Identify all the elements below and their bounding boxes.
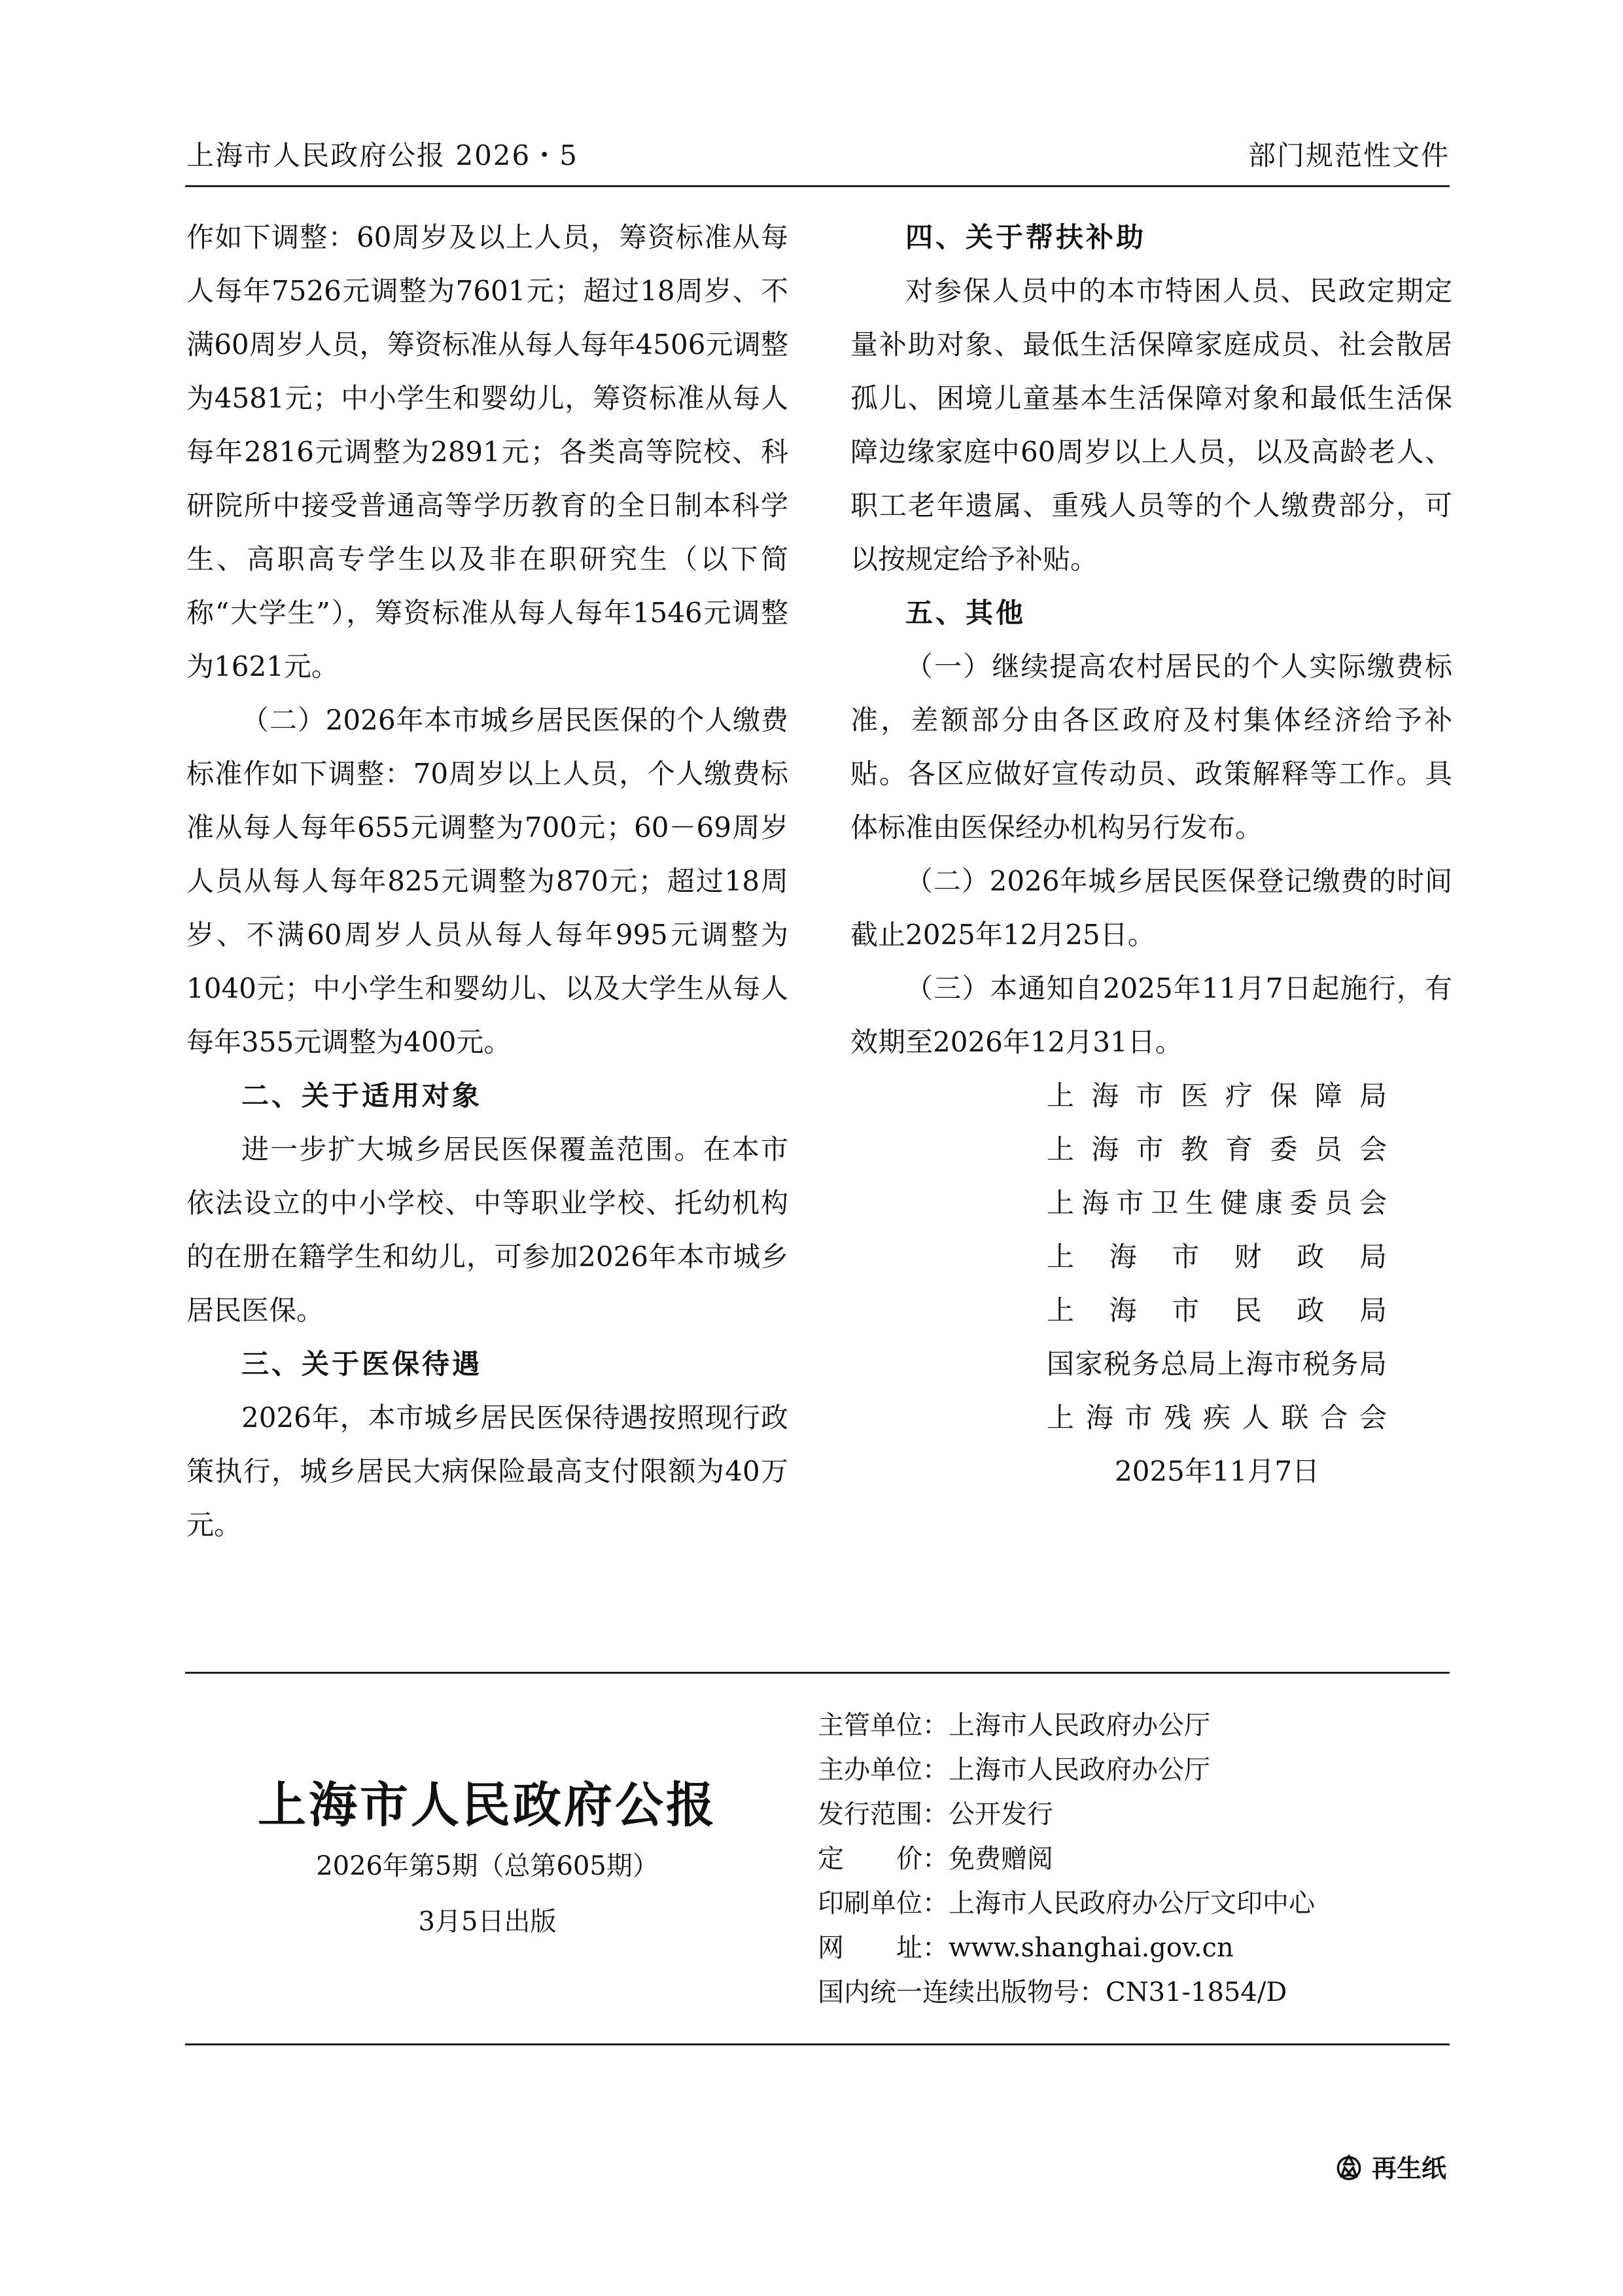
signatory-char: 务 [1331, 1348, 1359, 1380]
signatory-char: 上 [1047, 1133, 1075, 1165]
signatory-char: 海 [1081, 1187, 1109, 1219]
signatory-char: 康 [1255, 1187, 1283, 1219]
signatory [1047, 1069, 1387, 1123]
signatory-char: 海 [1109, 1241, 1137, 1273]
signatory-char: 员 [1324, 1187, 1352, 1219]
signatory-char: 会 [1359, 1402, 1387, 1434]
publication-info-line: 网 址：www.shanghai.gov.cn [818, 1933, 1234, 1963]
signatory-block [1047, 1069, 1452, 1498]
signatory-char: 委 [1270, 1133, 1298, 1165]
header-right: 部门规范性文件 [1248, 139, 1450, 171]
signatory-char: 员 [1314, 1133, 1342, 1165]
signatory-char: 市 [1136, 1080, 1164, 1112]
signatory [1047, 1284, 1387, 1337]
signatory-char: 局 [1189, 1348, 1217, 1380]
signatory-char: 医 [1180, 1080, 1208, 1112]
gazette-title: 上海市人民政府公报 [258, 1777, 717, 1833]
signatory-char: 人 [1242, 1402, 1270, 1434]
signatory-char: 海 [1109, 1294, 1137, 1326]
right-column [850, 211, 1452, 1498]
left-column [186, 211, 788, 1552]
signatory-char: 市 [1136, 1133, 1164, 1165]
paragraph: 作如下调整：60周岁及以上人员，筹资标准从每人每年7526元调整为7601元；超过18周岁、不满60周岁人员，筹资标准从每人每年4506元调整为4581元；中小学生和婴幼儿，筹资标准从每人每年2816元调整为2891元；各类高等院校、科研院所中接受普通高等学历教育的全日制本科学生、高职高专学生以及非在职研究生（以下简称“大学生”），筹资标准从每人每年1546元调整为1621元。 [186, 221, 788, 682]
colophon-bottom-rule [185, 2043, 1450, 2045]
paragraph: （二）2026年城乡居民医保登记缴费的时间截止2025年12月25日。 [850, 865, 1452, 951]
signatory-char: 市 [1116, 1187, 1144, 1219]
signatory-char: 海 [1246, 1348, 1274, 1380]
signatory-char: 局 [1359, 1080, 1387, 1112]
section-heading: 五、其他 [905, 597, 1026, 629]
publication-info-line: 国内统一连续出版物号：CN31-1854/D [818, 1977, 1287, 2007]
paragraph: 对参保人员中的本市特困人员、民政定期定量补助对象、最低生活保障家庭成员、社会散居孤儿、困境儿童基本生活保障对象和最低生活保障边缘家庭中60周岁以上人员，以及高龄老人、职工老年遗属、重残人员等的个人缴费部分，可以按规定给予补贴。 [850, 275, 1452, 575]
recycled-paper-label: 再生纸 [1371, 2154, 1446, 2183]
signatory-char: 委 [1289, 1187, 1318, 1219]
signatory-char: 育 [1225, 1133, 1253, 1165]
publication-info-line: 定 价：免费赠阅 [818, 1844, 1053, 1874]
section-heading: 三、关于医保待遇 [241, 1348, 483, 1380]
publication-info [818, 1703, 1315, 2015]
signatory-char: 财 [1234, 1241, 1262, 1273]
recycled-paper-mark [1335, 2148, 1446, 2184]
signatory-char: 健 [1220, 1187, 1248, 1219]
signatory-char: 联 [1281, 1402, 1309, 1434]
signatory-char: 海 [1091, 1080, 1119, 1112]
signatory-char: 上 [1217, 1348, 1245, 1380]
signatory-char: 上 [1047, 1080, 1075, 1112]
signatory-char: 残 [1164, 1402, 1192, 1434]
publication-info-line: 发行范围：公开发行 [818, 1799, 1053, 1829]
signatory-char: 合 [1320, 1402, 1348, 1434]
signatory-char: 总 [1160, 1348, 1188, 1380]
recycle-icon [1335, 2153, 1363, 2180]
header-rule [185, 185, 1450, 187]
signatory-char: 税 [1103, 1348, 1131, 1380]
signatory-char: 家 [1075, 1348, 1103, 1380]
paragraph: （三）本通知自2025年11月7日起施行，有效期至2026年12月31日。 [850, 972, 1452, 1058]
signatory-char: 税 [1302, 1348, 1331, 1380]
colophon-top-rule [185, 1672, 1450, 1674]
signatory-char: 会 [1359, 1187, 1387, 1219]
signatory [1047, 1123, 1387, 1176]
signatory-char: 会 [1359, 1133, 1387, 1165]
publish-date: 3月5日出版 [418, 1907, 557, 1937]
signatory-char: 政 [1297, 1241, 1325, 1273]
paragraph: 进一步扩大城乡居民医保覆盖范围。在本市依法设立的中小学校、中等职业学校、托幼机构的在册在籍学生和幼儿，可参加2026年本市城乡居民医保。 [186, 1133, 788, 1326]
signatory-char: 生 [1185, 1187, 1213, 1219]
publication-info-line: 印刷单位：上海市人民政府办公厅文印中心 [818, 1888, 1315, 1918]
signatory-char: 卫 [1151, 1187, 1179, 1219]
signatory-char: 市 [1125, 1402, 1153, 1434]
signatory-char: 国 [1047, 1348, 1075, 1380]
signatory-char: 局 [1359, 1348, 1387, 1380]
paragraph: （一）继续提高农村居民的个人实际缴费标准，差额部分由各区政府及村集体经济给予补贴。各区应做好宣传动员、政策解释等工作。具体标准由医保经办机构另行发布。 [850, 650, 1452, 843]
signatory-char: 局 [1359, 1294, 1387, 1326]
sign-date: 2025年11月7日 [1115, 1455, 1320, 1487]
signatory-char: 上 [1047, 1402, 1075, 1434]
signatory-char: 疾 [1202, 1402, 1230, 1434]
signatory [1047, 1230, 1387, 1284]
signatory [1047, 1391, 1387, 1445]
signatory-char: 务 [1132, 1348, 1160, 1380]
signatory-char: 上 [1047, 1187, 1075, 1219]
signatory-char: 海 [1085, 1402, 1113, 1434]
publication-info-line: 主办单位：上海市人民政府办公厅 [818, 1755, 1210, 1785]
paragraph: 2026年，本市城乡居民医保待遇按照现行政策执行，城乡居民大病保险最高支付限额为40万元。 [186, 1402, 788, 1541]
header-left: 上海市人民政府公报 2026・5 [186, 139, 578, 171]
publication-info-line: 主管单位：上海市人民政府办公厅 [818, 1710, 1210, 1740]
signatory-char: 上 [1047, 1241, 1075, 1273]
signatory-char: 市 [1172, 1241, 1200, 1273]
signatory-char: 海 [1091, 1133, 1119, 1165]
section-heading: 四、关于帮扶补助 [905, 221, 1147, 253]
signatory-char: 政 [1297, 1294, 1325, 1326]
paragraph: （二）2026年本市城乡居民医保的个人缴费标准作如下调整：70周岁以上人员，个人缴费标准从每人每年655元调整为700元；60－69周岁人员从每人每年825元调整为870元；超过18周岁、不满60周岁人员从每人每年995元调整为1040元；中小学生和婴幼儿、以及大学生从每人每年355元调整为400元。 [186, 704, 788, 1058]
signatory-char: 局 [1359, 1241, 1387, 1273]
section-heading: 二、关于适用对象 [241, 1080, 483, 1112]
signatory-char: 障 [1314, 1080, 1342, 1112]
signatory-char: 保 [1270, 1080, 1298, 1112]
signatory [1047, 1337, 1387, 1391]
issue-number: 2026年第5期（总第605期） [316, 1851, 659, 1881]
signatory-char: 民 [1234, 1294, 1262, 1326]
signatory-char: 市 [1172, 1294, 1200, 1326]
signatory-char: 疗 [1225, 1080, 1253, 1112]
signatory-char: 市 [1274, 1348, 1302, 1380]
signatory-char: 教 [1180, 1133, 1208, 1165]
signatory-char: 上 [1047, 1294, 1075, 1326]
signatory [1047, 1176, 1387, 1230]
